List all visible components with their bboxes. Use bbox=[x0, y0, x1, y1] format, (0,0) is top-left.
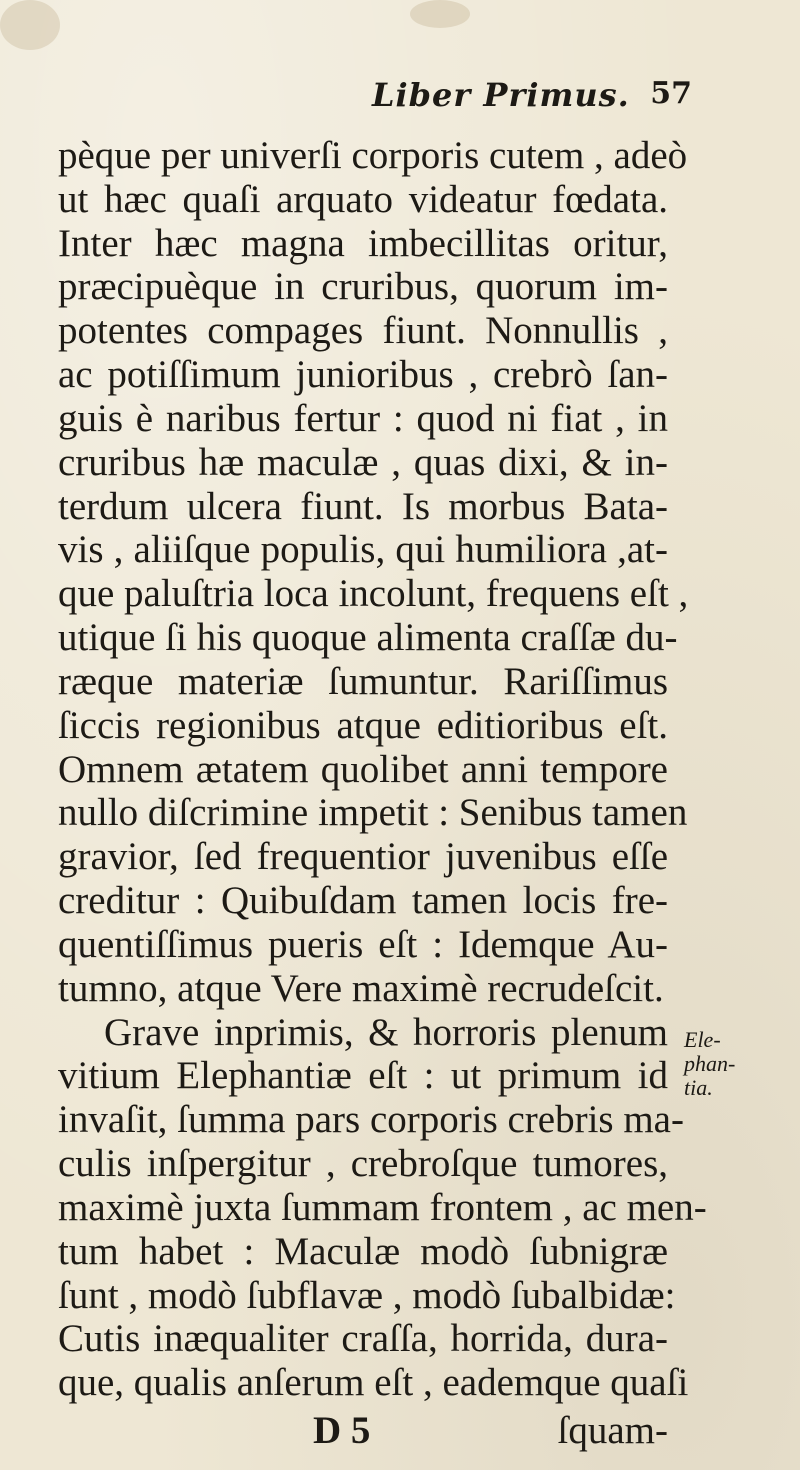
marginal-note-line: phan- bbox=[684, 1051, 736, 1076]
text-line: ac potiſſimum junioribus , crebrò ſan- bbox=[58, 353, 668, 396]
page-footer bbox=[58, 1408, 668, 1452]
text-line: Grave inprimis, & horroris plenum bbox=[104, 1011, 668, 1054]
text-line: que paluſtria loca incolunt, frequens eſt , bbox=[58, 572, 689, 615]
text-line: Cutis inæqualiter craſſa, horrida, dura- bbox=[58, 1317, 668, 1360]
text-line: vitium Elephantiæ eſt : ut primum id bbox=[58, 1054, 668, 1097]
text-line: cruribus hæ maculæ , quas dixi, & in- bbox=[58, 441, 668, 484]
marginal-note bbox=[684, 1028, 735, 1100]
text-line: pèque per univerſi corporis cutem , adeò bbox=[58, 134, 688, 177]
text-line: præcipuèque in cruribus, quorum im- bbox=[58, 265, 668, 308]
text-line: nullo diſcrimine impetit : Senibus tamen bbox=[58, 791, 688, 834]
text-line: ſunt , modò ſubflavæ , modò ſubalbidæ: bbox=[58, 1274, 676, 1317]
text-line: maximè juxta ſummam frontem , ac men- bbox=[58, 1186, 707, 1229]
text-line: ut hæc quaſi arquato videatur fœdata. bbox=[58, 178, 668, 221]
text-line: Omnem ætatem quolibet anni tempore bbox=[58, 748, 668, 791]
text-line: culis inſpergitur , crebroſque tumores, bbox=[58, 1142, 668, 1185]
text-line: vis , aliiſque populis, qui humiliora ,at- bbox=[58, 528, 668, 571]
marginal-note-line: tia. bbox=[684, 1075, 713, 1100]
text-line: ſiccis regionibus atque editioribus eſt. bbox=[58, 704, 668, 747]
text-line: Inter hæc magna imbecillitas oritur, bbox=[58, 222, 668, 265]
text-line: gravior, ſed frequentior juvenibus eſſe bbox=[58, 835, 668, 878]
text-line: quentiſſimus pueris eſt : Idemque Au- bbox=[58, 923, 668, 966]
text-line: tumno, atque Vere maximè recrudeſcit. bbox=[58, 967, 664, 1010]
marginal-note-line: Ele- bbox=[684, 1027, 721, 1052]
text-line: ræque materiæ ſumuntur. Rariſſimus bbox=[58, 660, 668, 703]
running-title: Liber Primus. bbox=[372, 76, 630, 114]
page-number: 57 bbox=[650, 76, 692, 111]
text-line: terdum ulcera fiunt. Is morbus Bata- bbox=[58, 485, 668, 528]
text-line: guis è naribus fertur : quod ni fiat , in bbox=[58, 397, 668, 440]
signature-mark: D 5 bbox=[313, 1409, 371, 1452]
text-line: utique ſi his quoque alimenta craſſæ du- bbox=[58, 616, 678, 659]
catchword: ſquam- bbox=[557, 1409, 668, 1452]
text-line: potentes compages fiunt. Nonnullis , bbox=[58, 309, 668, 352]
text-line: tum habet : Maculæ modò ſubnigræ bbox=[58, 1230, 668, 1273]
text-line: que, qualis anſerum eſt , eademque quaſi bbox=[58, 1361, 689, 1404]
text-line: invaſit, ſumma pars corporis crebris ma- bbox=[58, 1098, 684, 1141]
text-line: creditur : Quibuſdam tamen locis fre- bbox=[58, 879, 668, 922]
